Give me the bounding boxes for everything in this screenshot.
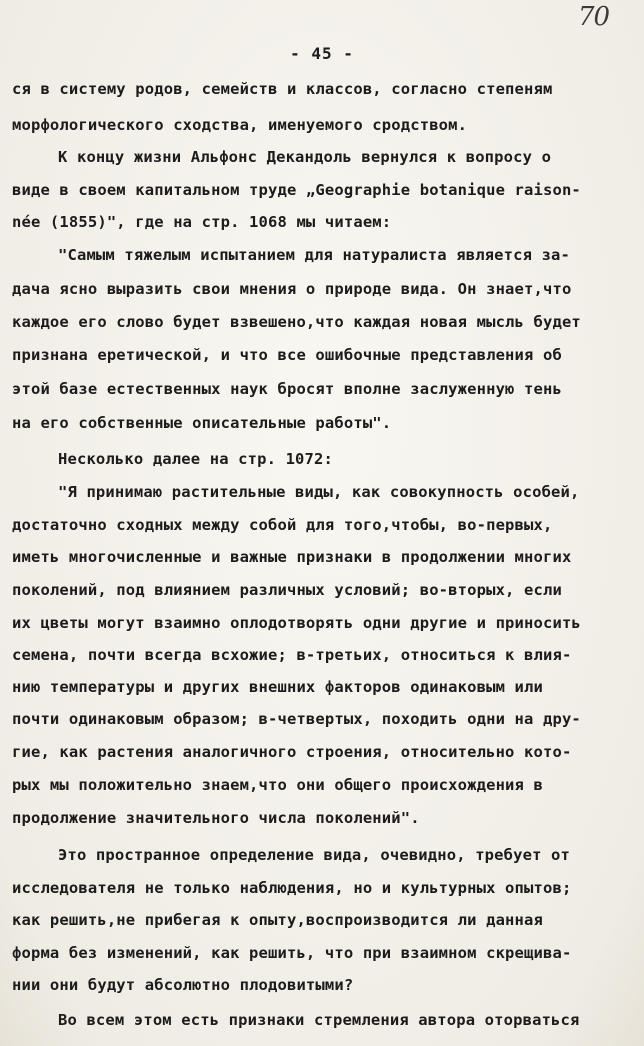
page-number: - 45 -: [290, 44, 354, 63]
text-line: виде в своем капитальном труде „Geographie botanique raison-: [12, 181, 581, 199]
text-line: "Я принимаю растительные виды, как совокупность особей,: [58, 483, 580, 501]
text-line: продолжение значительного числа поколений".: [12, 809, 420, 827]
text-line: морфологического сходства, именуемого сродством.: [12, 116, 468, 134]
text-line: нии они будут абсолютно плодовитыми?: [12, 976, 354, 994]
text-line: на его собственные описательные работы".: [12, 414, 392, 432]
text-line: гие, как растения аналогичного строения, относительно кото-: [12, 743, 572, 761]
text-line: Несколько далее на стр. 1072:: [58, 450, 333, 468]
text-line: нию температуры и других внешних факторов одинаковым или: [12, 678, 543, 696]
text-line: этой базе естественных наук бросят вполне заслуженную тень: [12, 380, 562, 398]
text-line: рых мы положительно знаем,что они общего происхождения в: [12, 776, 543, 794]
text-line: поколений, под влиянием различных условий; во-вторых, если: [12, 581, 562, 599]
text-line: иметь многочисленные и важные признаки в продолжении многих: [12, 548, 572, 566]
text-line: дача ясно выразить свои мнения о природе вида. Он знает,что: [12, 280, 572, 298]
text-line: достаточно сходных между собой для того,чтобы, во-первых,: [12, 516, 553, 534]
text-line: каждое его слово будет взвешено,что каждая новая мысль будет: [12, 313, 581, 331]
text-line: почти одинаковым образом; в-четвертых, походить одни на дру-: [12, 710, 581, 728]
text-line: форма без изменений, как решить, что при взаимном скрещива-: [12, 944, 572, 962]
text-line: признана еретической, и что все ошибочные представления об: [12, 346, 562, 364]
text-line: К концу жизни Альфонс Декандоль вернулся к вопросу о: [58, 148, 552, 166]
text-line: Это пространное определение вида, очевидно, требует от: [58, 846, 571, 864]
text-line: исследователя не только наблюдения, но и культурных опытов;: [12, 879, 572, 897]
text-line: их цветы могут взаимно оплодотворять одни другие и приносить: [12, 614, 581, 632]
handwritten-page-mark: 70: [578, 2, 610, 32]
text-line: Во всем этом есть признаки стремления автора оторваться: [58, 1011, 580, 1029]
text-line: как решить,не прибегая к опыту,воспроизводится ли данная: [12, 911, 543, 929]
text-line: ся в систему родов, семейств и классов, согласно степеням: [12, 80, 553, 98]
text-line: née (1855)", где на стр. 1068 мы читаем:: [12, 213, 392, 231]
text-line: семена, почти всегда всхожие; в-третьих, относиться к влия-: [12, 646, 572, 664]
text-line: "Самым тяжелым испытанием для натуралиста является за-: [58, 246, 571, 264]
